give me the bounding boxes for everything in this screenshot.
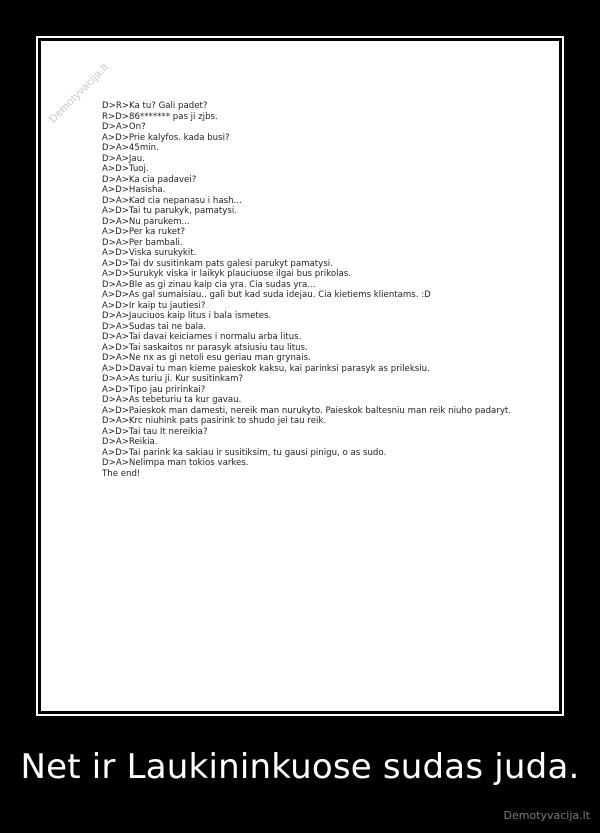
screenshot-sheet: [41, 41, 559, 711]
watermark: Demotyvacija.lt: [47, 61, 112, 126]
chat-line: A>D>Tipo jau pririnkai?: [102, 384, 206, 395]
chat-line: D>A>Ka cia padavei?: [102, 174, 197, 185]
chat-line: D>A>Nu parukem...: [102, 216, 190, 227]
chat-line: R>D>86******* pas ji zjbs.: [102, 111, 218, 122]
chat-line: D>A>Sudas tai ne bala.: [102, 321, 207, 332]
poster-caption: Net ir Laukininkuose sudas juda.: [20, 747, 580, 787]
chat-line: A>D>Viska surukykit.: [102, 248, 197, 258]
chat-line: D>A>Nelimpa man tokios varkes.: [102, 458, 249, 468]
chat-line: A>D>Davai tu man kieme paieskok kaksu, kai parinksi parasyk as prileksiu.: [102, 363, 430, 374]
chat-line: D>A>Tai davai keiciames i normalu arba litus.: [102, 332, 302, 342]
chat-line: D>A>As turiu ji. Kur susitinkam?: [102, 374, 244, 384]
site-label: Demotyvacija.lt: [503, 809, 590, 822]
chat-line: D>A>Jauciuos kaip litus i bala ismetes.: [102, 311, 272, 321]
chat-log: [102, 101, 542, 479]
chat-line: A>D>Tai parink ka sakiau ir susitiksim, tu gausi pinigu, o as sudo.: [102, 447, 387, 458]
chat-line: A>D>Tai saskaitos nr parasyk atsiusiu tau litus.: [102, 342, 308, 353]
chat-line: D>A>Ne nx as gi netoli esu geriau man grynais.: [102, 353, 311, 363]
chat-line: D>A>Kad cia nepanasu i hash...: [102, 195, 242, 206]
chat-line: D>A>As tebeturiu ta kur gavau.: [102, 395, 242, 405]
chat-line: A>D>Tai tau It nereikia?: [102, 426, 208, 437]
chat-line: A>D>Prie kalyfos. kada busi?: [102, 132, 230, 143]
chat-line: A>D>Tuoj.: [102, 164, 149, 174]
chat-line: D>A>Jau.: [102, 153, 145, 164]
chat-line: The end!: [102, 468, 141, 479]
chat-line: A>D>Surukyk viska ir laikyk plauciuose ilgai bus prikolas.: [102, 269, 351, 279]
chat-line: D>A>On?: [102, 122, 146, 132]
chat-line: A>D>Tai tu parukyk, pamatysi.: [102, 206, 237, 216]
chat-line: D>A>Krc niuhink pats pasirink to shudo jei tau reik.: [102, 416, 327, 426]
poster-frame: [36, 36, 564, 716]
chat-line: A>D>Per ka ruket?: [102, 227, 186, 237]
chat-line: D>A>Ble as gi zinau kaip cia yra. Cia sudas yra...: [102, 279, 316, 290]
chat-line: A>D>Paieskok man damesti, nereik man nurukyto. Paieskok baltesniu man reik niuho padaryt.: [102, 405, 512, 416]
chat-line: D>A>Reikia.: [102, 437, 158, 447]
chat-line: A>D>Tai dv susitinkam pats galesi parukyt pamatysi.: [102, 258, 333, 269]
chat-line: D>A>Per bambali.: [102, 237, 183, 248]
chat-line: D>R>Ka tu? Gali padet?: [102, 101, 208, 111]
chat-line: A>D>Ir kaip tu jautiesi?: [102, 300, 206, 311]
chat-line: D>A>45min.: [102, 143, 159, 153]
chat-line: A>D>Hasisha.: [102, 185, 166, 195]
chat-line: A>D>As gal sumaisiau.. gali but kad suda idejau. Cia kietiems klientams. :D: [102, 290, 431, 300]
